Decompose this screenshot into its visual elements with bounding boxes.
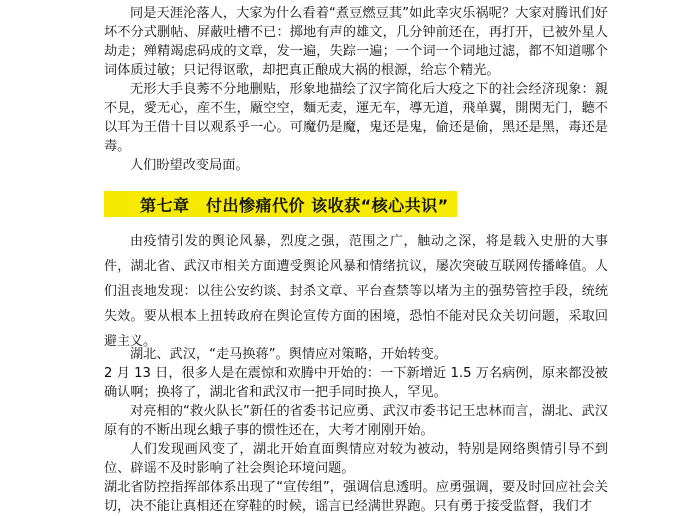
paragraph-4: 2 月 13 日，很多人是在震惊和欢腾中开始的：一下新增近 1.5 万名病例，原来都没被确认啊；换将了，湖北省和武汉市一把手同时换人，罕见。 — [104, 366, 608, 400]
chapter-title: 第七章 付出惨痛代价 该收获“核心共识” — [104, 191, 457, 217]
chapter-heading — [104, 190, 457, 218]
quote-block: 由疫情引发的舆论风暴，烈度之强，范围之广，触动之深，将是载入史册的大事件，湖北省、武汉市相关方面遭受舆论风暴和情绪抗议，屡次突破互联网传播峰值。人们沮丧地发现：以往公安约谈、封杀文章、平台查禁等以堵为主的强势管控手段，统统失效。要从根本上扭转政府在舆论宣传方面的困境，恐怕不能对民众关切问题，采取回避主义。 — [104, 234, 608, 349]
paragraph-2: 无形大手良莠不分地删贴，形象地描绘了汉字简化后大疫之下的社会经济现象：親不見，愛无心，産不生，厰空空，麵无麦，運无车，導无道，飛单翼，開関无门，聽不以耳为王借十目以观系乎一心。可魔仍是魔，鬼还是鬼，偷还是偷，黑还是黑，毒还是毒。 — [104, 82, 608, 154]
quote-tail: 湖北、武汉，“走马换蒋”。舆情应对策略，开始转变。 — [130, 347, 447, 362]
paragraph-5: 对亮相的“救火队长”新任的省委书记应勇、武汉市委书记王忠林而言，湖北、武汉原有的不断出现幺蛾子事的惯性还在，大考才刚刚开始。 — [104, 404, 608, 438]
paragraph-7: 湖北省防控指挥部体系出现了“宣传组”，强调信息透明。应勇强调，要及时回应社会关切，决不能让真相还在穿鞋的时候，谣言已经满世界跑。只有勇于接受监督，我们才 — [104, 480, 608, 514]
paragraph-3: 人们盼望改变局面。 — [130, 158, 249, 173]
paragraph-1: 同是天涯沦落人，大家为什么看着“煮豆燃豆萁”如此幸灾乐祸呢？大家对腾讯们好坏不分式删帖、屏蔽吐槽不已：掷地有声的雄文，几分钟前还在，再打开，已被外星人劫走；殚精竭虑码成的文章，发一遍，失踪一遍；一个词一个词地过滤，都不知道哪个词体质过敏；只记得讴歌，却把真正酿成大祸的根源，给忘个精光。 — [104, 6, 608, 78]
paragraph-6: 人们发现画风变了，湖北开始直面舆情应对较为被动，特别是网络舆情引导不到位、辟谣不及时影响了社会舆论环境问题。 — [104, 442, 608, 476]
